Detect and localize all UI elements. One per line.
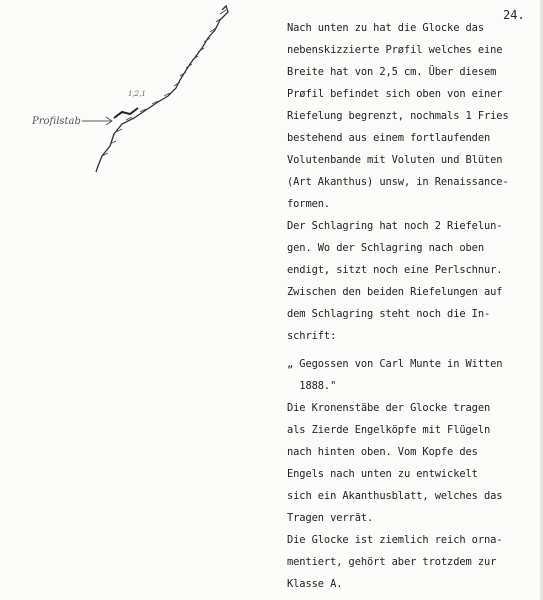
text-line: Volutenbande mit Voluten und Blüten (287, 154, 503, 166)
text-line: Riefelung begrenzt, nochmals 1 Fries (287, 110, 509, 122)
profile-hatching (102, 10, 226, 156)
text-line: nebenskizzierte Prøfil welches eine (287, 44, 503, 56)
profile-sketch (30, 0, 270, 180)
text-line: Nach unten zu hat die Glocke das (287, 22, 484, 34)
text-line: Die Kronenstäbe der Glocke tragen (287, 402, 491, 414)
text-line: Zwischen den beiden Riefelungen auf (287, 286, 503, 298)
text-line: Klasse A. (287, 578, 343, 590)
text-line: schrift: (287, 330, 337, 342)
text-line: Breite hat von 2,5 cm. Über diesem (287, 66, 497, 78)
text-line: als Zierde Engelköpfe mit Flügeln (287, 424, 491, 436)
handwritten-label: Profilstab (32, 116, 81, 127)
text-line: (Art Akanthus) unsw, in Renaissance- (287, 176, 509, 188)
text-line: Die Glocke ist ziemlich reich orna- (287, 534, 503, 546)
text-line: dem Schlagring steht noch die In- (287, 308, 491, 320)
text-line: 1888." (287, 380, 337, 392)
text-line: bestehend aus einem fortlaufenden (287, 132, 491, 144)
text-line: formen. (287, 198, 331, 210)
text-line: „ Gegossen von Carl Munte in Witten (287, 358, 503, 370)
profile-ledge (114, 108, 138, 118)
text-line: Der Schlagring hat noch 2 Riefelun- (287, 220, 503, 232)
text-line: Tragen verrät. (287, 512, 374, 524)
text-line: gen. Wo der Schlagring nach oben (287, 242, 484, 254)
text-line: sich ein Akanthusblatt, welches das (287, 490, 503, 502)
arrow-icon (82, 117, 112, 125)
handwritten-mark: 1,2,1 (128, 90, 146, 98)
text-line: mentiert, gehört aber trotzdem zur (287, 556, 497, 568)
page-number: 24. (503, 8, 525, 22)
text-line: Prøfil befindet sich oben von einer (287, 88, 503, 100)
text-line: Engels nach unten zu entwickelt (287, 468, 478, 480)
profile-outline (96, 6, 228, 172)
text-line: endigt, sitzt noch eine Perlschnur. (287, 264, 503, 276)
text-line: nach hinten oben. Vom Kopfe des (287, 446, 478, 458)
